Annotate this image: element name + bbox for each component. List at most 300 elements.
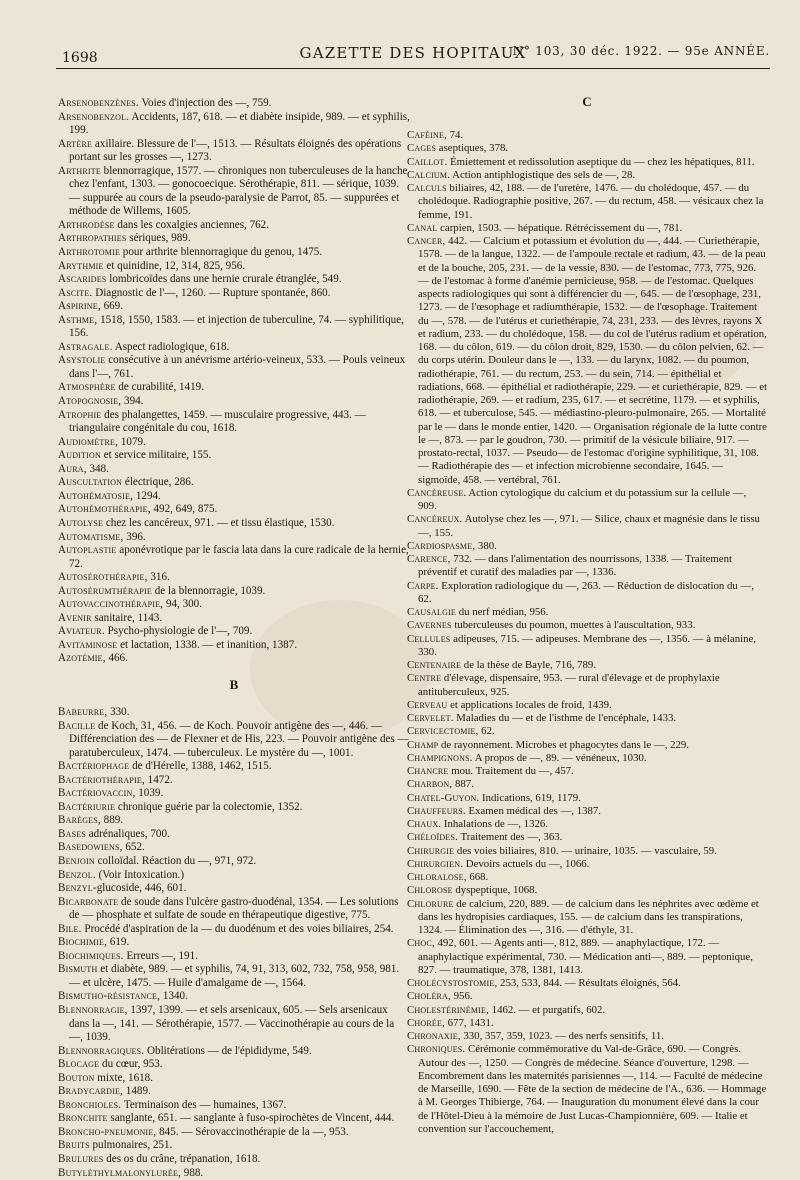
entry-references: de Koch, 31, 456. — de Koch. Pouvoir antigène des —, 446. — Différenciation des — de Flexner et de His, 223. — Pouvoir antigène des — paratuberculeux, 1474. — tuberculeux. Le mystère du —, 1001.: [69, 719, 409, 759]
entry-headword: Chloralose,: [407, 871, 467, 883]
entry-references: 442. — Calcium et potassium et évolution du —, 444. — Curiethérapie, 1578. — de la langue, 1322. — de l'ampoule rectale et radium, 43. — de la peau et de la bouche, 205, 231. — de la vessie, 830. — de l'estomac, 773, 775, 926. — de l'estomac à forme d'anémie pernicieuse, 958. — de l'estomac. Quelques aspects radiologiques qui sont à différencier du —, 645. — de l'œsophage, 231, 1273. — de l'œsophage et radiumthérapie, 1532. — de l'œsophage. Traitement du —, 578. — de l'utérus et curiethérapie, 74, 231, 233. — des lèvres, rayons X et radium, 233. — du cholédoque, 158. — du col de l'utérus radium et opération, 168. — du côlon, 619. — du côlon droit, 829, 1530. — du côlon pelvien, 62. — du corps utérin. Douleur dans le —, 133. — du larynx, 1082. — du poumon, radiothérapie, 761. — du rectum, 253. — du sein, 714. — épithélial et radiations, 668. — épithélial et radiothérapie, 229. — et curiethérapie, 829. — et radiothérapie, 269. — et radium, 235, 617. — et secrétine, 1179. — et syphilis, 618. — et tuberculose, 545. — médiastino-pleuro-pulmonaire, 265. — Mortalité par le — dans le monde entier, 1420. — Organisation régionale de la lutte contre le —, 873. — par le goudron, 730. — primitif de la vésicule biliaire, 917. — prostato-rectal, 1037. — Pseudo— de l'estomac d'origine syphilitique, 31, 108. — Radiothérapie des — et infection microbienne secondaire, 1645. — sigmoïde, 458. — vertébral, 761.: [418, 235, 767, 486]
index-entry: [58, 287, 410, 301]
entry-headword: Avenir: [58, 611, 92, 624]
index-entry: [407, 699, 767, 712]
entry-references: des phalangettes, 1459. — musculaire progressive, 443. — triangulaire congénitale du cou, 1618.: [69, 408, 366, 435]
index-entry: [58, 598, 410, 612]
index-entry: [407, 540, 767, 553]
index-entry: [407, 977, 767, 990]
entry-references: 889.: [100, 814, 124, 827]
entry-references: Voies d'injection des —, 759.: [138, 97, 272, 109]
entry-headword: Bruits: [58, 1139, 90, 1152]
entry-headword: Cerveau: [407, 698, 448, 711]
entry-references: 1294.: [133, 489, 161, 502]
entry-references: du cœur, 953.: [99, 1058, 163, 1071]
index-entry: [58, 774, 410, 788]
index-entry: [407, 487, 767, 514]
index-entry: [407, 765, 767, 778]
entry-references: chez les cancéreux, 971. — et tissu élastique, 1530.: [103, 516, 335, 529]
index-entry: [407, 937, 767, 977]
page-number: 1698: [62, 50, 98, 66]
index-entry: [407, 712, 767, 725]
entry-references: d'élevage, dispensaire, 953. — rural d'élevage et de prophylaxie antituberculeux, 925.: [418, 672, 720, 698]
entry-references: sanitaire, 1143.: [91, 611, 163, 624]
entry-headword: Bismuth: [58, 963, 98, 976]
entry-references: de rayonnement. Microbes et phagocytes dans le —, 229.: [438, 738, 689, 751]
entry-headword: Bradycardie,: [58, 1085, 124, 1098]
index-entry: [407, 513, 767, 540]
entry-references: 330, 357, 359, 1023. — des nerfs sensitifs, 11.: [460, 1030, 664, 1042]
entry-headword: Cervicectomie,: [407, 725, 479, 738]
entry-references: et applications locales de froid, 1439.: [447, 698, 612, 711]
entry-headword: Bactériovaccin,: [58, 787, 136, 800]
entry-headword: Artère: [58, 137, 93, 150]
index-entry: [58, 882, 410, 896]
entry-headword: Autosérothérapie,: [58, 571, 148, 584]
entry-references: 1340.: [160, 990, 188, 1003]
entry-headword: Arthrite: [58, 164, 101, 177]
entry-references: Action antiphlogistique des sels de —, 28.: [450, 168, 636, 181]
entry-headword: Autohématosie,: [58, 489, 134, 502]
entry-headword: Caféine,: [407, 129, 447, 141]
entry-references: chronique guérie par la colectomie, 1352.: [115, 800, 303, 813]
entry-headword: Babeurre,: [58, 705, 108, 718]
entry-references: Oblitérations — de l'épididyme, 549.: [144, 1044, 312, 1057]
index-entry: [407, 898, 767, 938]
index-entry: [58, 950, 410, 964]
entry-headword: Blennorragie,: [58, 1004, 128, 1016]
index-entry: [58, 1045, 410, 1059]
entry-references: Traitement des —, 363.: [458, 831, 563, 844]
index-entry: [58, 720, 410, 761]
entry-headword: Chorée,: [407, 1016, 445, 1029]
entry-headword: Atmosphère: [58, 381, 116, 394]
entry-headword: Choc,: [407, 937, 435, 950]
entry-headword: Cancéreuse.: [407, 486, 467, 499]
index-entry: [407, 739, 767, 752]
entry-headword: Calculs: [407, 182, 447, 194]
entry-headword: Carence,: [407, 553, 451, 565]
index-entry: [58, 990, 410, 1004]
entry-references: 677, 1431.: [444, 1016, 494, 1029]
index-entry: [58, 395, 410, 409]
entry-headword: Caillot.: [407, 155, 448, 168]
entry-headword: Benzyl-: [58, 882, 97, 895]
index-entry: [58, 787, 410, 801]
entry-headword: Audition: [58, 449, 101, 462]
entry-headword: Basedowiens,: [58, 841, 123, 854]
index-entry: [407, 156, 767, 169]
entry-references: 1079.: [118, 435, 146, 448]
issue-info: N° 103, 30 déc. 1922. — 95e ANNÉE.: [512, 44, 770, 58]
entry-references: consécutive à un anévrisme artério-veineux, 533. — Pouls veineux dans l'—, 761.: [69, 354, 406, 380]
entry-references: dans les coxalgies anciennes, 762.: [114, 218, 269, 231]
index-entry: [407, 752, 767, 765]
entry-headword: Automatisme,: [58, 530, 124, 543]
index-entry: [407, 553, 767, 580]
index-entry: [407, 580, 767, 607]
entry-references: 669.: [100, 300, 123, 313]
entry-headword: Auscultation: [58, 476, 123, 489]
entry-headword: Bronchite: [58, 1112, 108, 1125]
index-entry: [58, 1126, 410, 1140]
entry-headword: Avitaminose: [58, 638, 118, 651]
index-entry: [58, 165, 410, 219]
index-entry: [58, 571, 410, 585]
entry-headword: Centenaire: [407, 659, 462, 671]
entry-headword: Blocage: [58, 1058, 100, 1071]
entry-headword: Blennorragiques.: [58, 1044, 145, 1057]
entry-references: axillaire. Blessure de l'—, 1513. — Résultats éloignés des opérations portant sur les grosses —, 1273.: [69, 137, 402, 164]
entry-headword: Bile.: [58, 922, 82, 935]
entry-headword: Chancre: [407, 765, 449, 777]
entry-headword: Chatel-Guyon.: [407, 791, 480, 804]
entry-headword: Aspirine,: [58, 300, 101, 313]
index-entry: [407, 606, 767, 619]
index-entry: [58, 246, 410, 260]
entry-headword: Butyléthylmalonylurée,: [58, 1166, 181, 1179]
entry-references: Procédé d'aspiration de la — du duodénum et des voies biliaires, 254.: [81, 922, 394, 935]
entry-headword: Aviateur.: [58, 625, 105, 638]
entry-references: Erreurs —, 191.: [123, 949, 198, 962]
entry-references: 330.: [107, 705, 130, 718]
index-entry: [58, 612, 410, 626]
entry-headword: Bouton: [58, 1071, 95, 1084]
entry-references: adipeuses, 715. — adipeuses. Membrane des —, 1356. — à mélanine, 330.: [418, 632, 757, 658]
index-entry: [58, 625, 410, 639]
entry-references: de calcium, 220, 889. — de calcium dans les néphrites avec œdème et dans les hydropisies cardiaques, 155. — de calcium dans les transpirations, 1324. — Élimination des —, 316. — d'éthyle, 31.: [418, 897, 759, 936]
entry-references: 396.: [123, 530, 146, 543]
index-entry: [407, 725, 767, 738]
entry-headword: Cholécystostomie,: [407, 977, 498, 989]
index-entry: [58, 273, 410, 287]
entry-headword: Arythmie: [58, 259, 104, 272]
index-entry: [407, 129, 767, 142]
entry-references: Accidents, 187, 618. — et diabète insipide, 989. — et syphilis, 199.: [69, 110, 410, 137]
entry-references: 1472.: [144, 773, 173, 786]
index-entry: [407, 235, 767, 487]
index-entry: [407, 672, 767, 699]
entry-references: de la blennorragie, 1039.: [151, 584, 266, 597]
entry-headword: Benjoin: [58, 854, 95, 867]
entry-headword: Choléra,: [407, 990, 451, 1003]
index-entry: [58, 841, 410, 855]
entry-references: dyspeptique, 1068.: [452, 884, 538, 897]
entry-references: Indications, 619, 1179.: [479, 791, 581, 804]
entry-references: Action cytologique du calcium et du potassium sur la cellule —, 909.: [418, 486, 747, 512]
entry-references: 62.: [478, 725, 495, 738]
index-entry: [58, 706, 410, 720]
index-entry: [58, 219, 410, 233]
entry-headword: Carpe.: [407, 579, 439, 592]
index-entry: [58, 232, 410, 246]
index-entry: [58, 936, 410, 950]
index-entry: [58, 490, 410, 504]
entry-references: Devoirs actuels du —, 1066.: [463, 857, 590, 870]
entry-references: Maladies du — et de l'isthme de l'encéphale, 1433.: [453, 712, 677, 724]
entry-references: 492, 649, 875.: [150, 503, 218, 516]
entry-headword: Bronchioles.: [58, 1098, 122, 1111]
entry-headword: Autohémothérapie,: [58, 503, 151, 516]
entry-headword: Bicarbonate: [58, 895, 119, 908]
index-entry: [58, 531, 410, 545]
entry-headword: Autosérumthérapie: [58, 584, 152, 597]
index-entry: [58, 476, 410, 490]
entry-references: 1397, 1399. — et sels arsenicaux, 605. — Sels arsenicaux dans la —, 141. — Sérothérapie, 1577. — Vaccinothérapie au cours de la —, 1039.: [69, 1004, 395, 1044]
index-entry: [58, 1139, 410, 1153]
index-entry: [407, 818, 767, 831]
index-entry: [58, 111, 410, 138]
index-entry: [407, 619, 767, 632]
entry-headword: Atopognosie,: [58, 395, 122, 408]
index-entry: [407, 871, 767, 884]
entry-references: Cérémonie commémorative du Val-de-Grâce, 690. — Congrès. Autour des —, 1250. — Congrès de médecine. Séance d'ouverture, 1298. — Encombrement dans les maternités parisiennes —, 114. — Faculté de médecine de Marseille, 1690. — Fête de la section de médecine de l'A., 636. — Hommage à M. Georges Thibierge, 764. — Inauguration du monument élevé dans la cour de l'Hôtel-Dieu à la mémoire de Just Lucas-Championnière, 609. — Italie et convention sur l'accouchement,: [418, 1043, 767, 1135]
entry-references: 1518, 1550, 1583. — et injection de tuberculine, 74. — syphilitique, 156.: [69, 313, 404, 340]
entry-references: 668.: [466, 871, 489, 883]
index-entry: [407, 169, 767, 182]
entry-headword: Cancer,: [407, 235, 446, 247]
entry-headword: Chauffeurs.: [407, 804, 466, 817]
index-entry: [58, 855, 410, 869]
entry-headword: Aura,: [58, 462, 87, 475]
entry-headword: Asystolie: [58, 354, 106, 367]
entry-headword: Cages: [407, 142, 437, 155]
entry-references: 348.: [86, 462, 109, 475]
entry-headword: Arthrotomie: [58, 246, 121, 259]
entry-references: 1462. — et purgatifs, 602.: [488, 1003, 606, 1016]
entry-headword: Bactériophage: [58, 760, 130, 773]
entry-references: et diabète, 989. — et syphilis, 74, 91, 313, 602, 732, 758, 958, 981. — et ulcère, 1475. — Huile d'amalgame de —, 1564.: [69, 963, 400, 989]
entry-references: lombricoïdes dans une hernie crurale étranglée, 549.: [106, 273, 342, 286]
index-entry: [58, 381, 410, 395]
entry-references: Psycho-physiologie de l'—, 709.: [104, 625, 253, 638]
index-entry: [58, 639, 410, 653]
entry-references: A propos de —, 89. — vénéneux, 1030.: [472, 751, 647, 764]
entry-references: 394.: [121, 395, 144, 408]
entry-references: et lactation, 1338. — et inanition, 1387.: [117, 638, 297, 651]
entry-references: aseptiques, 378.: [436, 142, 509, 155]
index-entry: [58, 503, 410, 517]
entry-headword: Cellules: [407, 632, 451, 645]
entry-headword: Autoplastie: [58, 544, 117, 557]
journal-title: GAZETTE DES HOPITAUX: [299, 44, 527, 62]
page-header: [56, 38, 770, 69]
entry-references: 316.: [147, 571, 170, 584]
index-entry: [58, 1167, 410, 1180]
entry-headword: Arthropathies: [58, 232, 127, 245]
entry-headword: Asthme,: [58, 313, 98, 326]
entry-headword: Chirurgien.: [407, 857, 464, 870]
entry-headword: Centre: [407, 672, 442, 685]
entry-headword: Arsenobenzènes.: [58, 97, 139, 109]
entry-references: 887.: [452, 778, 474, 791]
entry-references: 1489.: [123, 1085, 151, 1098]
index-entry: [407, 1030, 767, 1043]
entry-headword: Chirurgie: [407, 844, 455, 857]
index-entry: [58, 801, 410, 815]
index-entry: [58, 409, 410, 436]
entry-references: des os du crâne, trépanation, 1618.: [103, 1153, 261, 1166]
entry-headword: Chéloïdes.: [407, 831, 459, 844]
entry-references: Examen médical des —, 1387.: [465, 804, 602, 817]
entry-headword: Cervelet.: [407, 712, 454, 724]
entry-headword: Champ: [407, 738, 439, 751]
entry-references: 988.: [181, 1166, 204, 1179]
entry-references: carpien, 1503. — hépatique. Rétrécissement du —, 781.: [437, 221, 683, 234]
entry-headword: Azotémie,: [58, 652, 106, 665]
entry-headword: Biochimie,: [58, 936, 108, 949]
entry-references: mixte, 1618.: [94, 1071, 153, 1084]
entry-headword: Atrophie: [58, 408, 102, 421]
index-entry: [58, 314, 410, 341]
entry-headword: Cholestérinémie,: [407, 1003, 489, 1016]
entry-references: de curabilité, 1419.: [115, 381, 204, 394]
index-entry: [58, 1112, 410, 1126]
index-entry: [58, 1085, 410, 1099]
entry-references: Aspect radiologique, 618.: [112, 340, 230, 353]
entry-references: Inhalations de —, 1326.: [441, 818, 548, 830]
entry-headword: Bases: [58, 827, 86, 840]
entry-references: adrénaliques, 700.: [85, 827, 170, 840]
entry-references: 466.: [105, 652, 128, 665]
entry-headword: Bactériurie: [58, 800, 116, 813]
entry-references: (Voir Intoxication.): [95, 868, 185, 881]
index-entry: [58, 463, 410, 477]
index-entry: [407, 792, 767, 805]
entry-references: 74.: [446, 129, 464, 141]
index-entry: [407, 182, 767, 222]
index-entry: [58, 97, 410, 111]
entry-headword: Ascarides: [58, 273, 107, 286]
index-entry: [58, 449, 410, 463]
index-entry: [407, 990, 767, 1003]
entry-references: 94, 300.: [163, 598, 202, 611]
entry-headword: Benzol.: [58, 868, 96, 881]
index-entry: [58, 923, 410, 937]
index-entry: [58, 354, 410, 381]
index-entry: [407, 1043, 767, 1136]
index-entry: [58, 814, 410, 828]
right-column: [407, 94, 767, 1136]
index-entry: [58, 1072, 410, 1086]
entry-headword: Cavernes: [407, 619, 452, 632]
index-entry: [58, 436, 410, 450]
index-entry: [58, 544, 410, 571]
entry-headword: Chlorose: [407, 884, 453, 897]
entry-headword: Chroniques.: [407, 1043, 466, 1056]
entry-references: Autolyse chez les —, 971. — Silice, chaux et magnésie dans le tissu —, 155.: [418, 513, 760, 539]
index-entry: [58, 138, 410, 165]
entry-headword: Chaux.: [407, 818, 442, 830]
entry-references: 956.: [450, 990, 473, 1003]
entry-references: sériques, 989.: [126, 232, 191, 245]
entry-headword: Autovaccinothérapie,: [58, 598, 164, 611]
entry-headword: Causalgie: [407, 606, 456, 618]
entry-headword: Chronaxie,: [407, 1030, 461, 1042]
entry-references: tuberculeuses du poumon, muettes à l'auscultation, 933.: [451, 619, 696, 632]
entry-headword: Astragale.: [58, 340, 113, 353]
index-entry: [58, 652, 410, 666]
entry-headword: Ascite.: [58, 286, 93, 299]
left-column: [58, 97, 410, 1180]
entry-headword: Arthrodèse: [58, 218, 115, 231]
entry-references: électrique, 286.: [122, 476, 194, 489]
index-entry: [407, 845, 767, 858]
index-entry: [58, 869, 410, 883]
entry-headword: Calcium.: [407, 168, 451, 181]
entry-references: colloïdal. Réaction du —, 971, 972.: [94, 854, 257, 867]
index-entry: [407, 659, 767, 672]
entry-references: du nerf médian, 956.: [456, 606, 549, 618]
entry-headword: Bismutho-résistance,: [58, 990, 161, 1003]
entry-references: 380.: [475, 539, 497, 552]
index-entry: [58, 341, 410, 355]
entry-references: Diagnostic de l'—, 1260. — Rupture spontanée, 860.: [92, 286, 331, 299]
index-entry: [58, 1099, 410, 1113]
entry-headword: Chlorure: [407, 897, 454, 910]
entry-references: de d'Hérelle, 1388, 1462, 1515.: [129, 760, 272, 773]
index-entry: [407, 633, 767, 660]
entry-headword: Cancéreux.: [407, 513, 463, 526]
entry-headword: Bacille: [58, 719, 96, 732]
entry-headword: Biochimiques.: [58, 949, 124, 962]
index-entry: [407, 1017, 767, 1030]
entry-references: pulmonaires, 251.: [89, 1139, 173, 1152]
entry-references: et service militaire, 155.: [100, 449, 212, 462]
entry-headword: Charbon,: [407, 778, 453, 791]
index-entry: [58, 1004, 410, 1045]
entry-headword: Champignons.: [407, 751, 473, 764]
entry-references: 253, 533, 844. — Résultats éloignés, 564.: [497, 977, 681, 989]
entry-headword: Cardiospasme,: [407, 539, 476, 552]
index-entry: [407, 142, 767, 155]
entry-references: 619.: [107, 936, 130, 949]
entry-references: 1039.: [135, 787, 164, 800]
entry-headword: Audiomètre,: [58, 435, 119, 448]
entry-headword: Bactériothérapie,: [58, 773, 145, 786]
index-entry: [58, 1153, 410, 1167]
index-entry: [58, 1058, 410, 1072]
entry-references: Terminaison des — humaines, 1367.: [121, 1098, 287, 1111]
index-entry: [58, 517, 410, 531]
index-entry: [58, 896, 410, 923]
section-letter-heading: C: [582, 94, 592, 109]
entry-references: pour arthrite blennorragique du genou, 1475.: [120, 246, 323, 259]
entry-references: 732. — dans l'alimentation des nourrissons, 1338. — Traitement préventif et curatif des maladies par —, 1336.: [418, 553, 732, 579]
entry-headword: Barèges,: [58, 814, 101, 827]
index-entry: [407, 884, 767, 897]
entry-references: 845. — Sérovaccinothérapie de la —, 953.: [156, 1125, 349, 1138]
index-entry: [58, 260, 410, 274]
index-entry: [407, 805, 767, 818]
entry-headword: Arsenobenzol.: [58, 110, 130, 123]
entry-headword: Broncho-pneumonie,: [58, 1125, 157, 1138]
index-entry: [58, 300, 410, 314]
index-entry: [407, 222, 767, 235]
entry-references: glucoside, 446, 601.: [96, 882, 187, 895]
entry-references: biliaires, 42, 188. — de l'uretère, 1476. — du cholédoque, 457. — du cholédoque. Radiographie positive, 267. — du rectum, 458. — vésicaux chez la femme, 191.: [418, 182, 764, 221]
entry-references: 652.: [122, 841, 145, 854]
index-entry: [58, 828, 410, 842]
entry-references: 492, 601. — Agents anti—, 812, 889. — anaphylactique, 172. — anaphylactique expérimental, 730. — Médication anti—, 889. — peptonique, 827. — traumatique, 378, 1381, 1413.: [418, 937, 753, 976]
entry-references: de la thèse de Bayle, 716, 789.: [461, 659, 597, 671]
entry-references: aponévrotique par le fascia lata dans la cure radicale de la hernie, 72.: [69, 544, 409, 570]
index-entry: [58, 963, 410, 990]
entry-references: mou. Traitement du —, 457.: [448, 765, 574, 777]
entry-references: sanglante, 651. — sanglante à fuso-spirochètes de Vincent, 444.: [107, 1112, 395, 1125]
index-entry: [58, 585, 410, 599]
section-letter-heading: B: [229, 676, 239, 692]
